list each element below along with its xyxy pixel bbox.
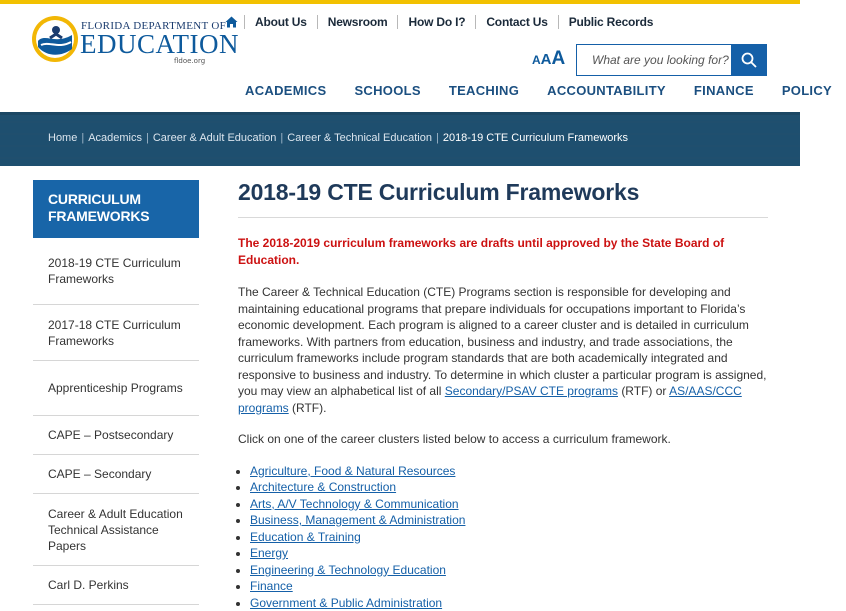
list-item [250,578,768,595]
list-item [250,479,768,496]
nav-finance[interactable]: FINANCE [680,83,768,101]
list-item [250,529,768,546]
breadcrumb-divider: | [276,132,287,144]
breadcrumb-current: 2018-19 CTE Curriculum Frameworks [443,132,628,144]
search-input[interactable] [577,45,731,75]
cluster-link-engineering[interactable]: Engineering & Technology Education [250,563,446,577]
sidebar-title: CURRICULUM FRAMEWORKS [33,180,199,238]
list-item [250,496,768,513]
cluster-link-arts[interactable]: Arts, A/V Technology & Communication [250,497,459,511]
sidebar-item-cape-postsecondary[interactable]: CAPE – Postsecondary [33,416,199,455]
intro-text-middle: (RTF) or [621,384,666,398]
breadcrumb-academics[interactable]: Academics [88,132,142,144]
breadcrumb-career-technical-education[interactable]: Career & Technical Education [287,132,432,144]
sidebar-item-2017-18-frameworks[interactable]: 2017-18 CTE Curriculum Frameworks [33,305,199,361]
breadcrumb-divider: | [142,132,153,144]
search-icon [741,52,757,68]
logo-text-line3: fldoe.org [174,57,205,65]
list-item [250,463,768,480]
intro-text-end: (RTF). [292,401,326,415]
nav-accountability[interactable]: ACCOUNTABILITY [533,83,680,101]
breadcrumb-divider: | [77,132,88,144]
fldoe-logo[interactable] [31,15,201,65]
contact-us-link[interactable]: Contact Us [476,15,557,29]
as-aas-ccc-programs-link[interactable]: AS/AAS/CCC programs [238,384,742,415]
intro-paragraph [238,284,768,416]
text-size-large-button[interactable]: A [552,48,566,69]
secondary-psav-programs-link[interactable]: Secondary/PSAV CTE programs [445,384,618,398]
site-header [0,4,800,112]
list-item [250,512,768,529]
home-icon[interactable] [218,16,244,28]
breadcrumb-divider: | [432,132,443,144]
sidebar-item-cape-secondary[interactable]: CAPE – Secondary [33,455,199,494]
cluster-link-architecture[interactable]: Architecture & Construction [250,480,396,494]
newsroom-link[interactable]: Newsroom [318,15,398,29]
search-form [576,44,767,76]
cluster-link-agriculture[interactable]: Agriculture, Food & Natural Resources [250,464,455,478]
cluster-link-energy[interactable]: Energy [250,546,288,560]
logo-text-line1: FLORIDA DEPARTMENT OF [81,20,226,32]
nav-teaching[interactable]: TEACHING [435,83,533,101]
list-item [250,545,768,562]
intro-text: The Career & Technical Education (CTE) Programs section is responsible for developing and maintaining educational programs that prepare individuals for occupations important to Florida’s economic development. Each program is aligned to a career cluster and is detailed in curriculum frameworks. With partners from education, business and industry, and trade associations, the curriculum frameworks include program standards that are both academically integrated and responsive to business and industry. To determine in which cluster a particular program is assigned, you may view an alphabetical list of all [238,285,767,398]
text-size-control [532,48,565,70]
breadcrumb-career-adult-education[interactable]: Career & Adult Education [153,132,277,144]
title-divider [238,217,768,218]
cluster-instruction: Click on one of the career clusters listed below to access a curriculum framework. [238,431,768,448]
nav-schools[interactable]: SCHOOLS [340,83,434,101]
how-do-i-link[interactable]: How Do I? [398,15,475,29]
logo-text-line2: EDUCATION [80,31,239,58]
list-item [250,595,768,611]
nav-policy[interactable]: POLICY [768,83,846,101]
career-cluster-list [238,463,768,611]
breadcrumb-banner [0,112,800,166]
breadcrumb-home[interactable]: Home [48,132,77,144]
breadcrumb [48,132,628,144]
cluster-link-education[interactable]: Education & Training [250,530,361,544]
logo-emblem-icon [31,15,79,63]
sidebar-item-carl-d-perkins[interactable]: Carl D. Perkins [33,566,199,605]
cluster-link-business[interactable]: Business, Management & Administration [250,513,465,527]
text-size-medium-button[interactable]: A [541,51,552,68]
cluster-link-government[interactable]: Government & Public Administration [250,596,442,610]
sidebar [33,180,199,605]
draft-notice: The 2018-2019 curriculum frameworks are drafts until approved by the State Board of Education. [238,235,768,268]
sidebar-item-apprenticeship[interactable]: Apprenticeship Programs [33,361,199,416]
utility-nav [218,14,663,30]
text-size-small-button[interactable]: A [532,53,541,67]
search-button[interactable] [731,45,766,75]
sidebar-item-2018-19-frameworks[interactable]: 2018-19 CTE Curriculum Frameworks [33,238,199,305]
list-item [250,562,768,579]
cluster-link-finance[interactable]: Finance [250,579,293,593]
about-us-link[interactable]: About Us [245,15,317,29]
nav-academics[interactable]: ACADEMICS [231,83,340,101]
page-title: 2018-19 CTE Curriculum Frameworks [238,176,768,208]
public-records-link[interactable]: Public Records [559,15,664,29]
main-nav [231,83,846,101]
main-content [238,176,768,611]
sidebar-item-technical-assistance-papers[interactable]: Career & Adult Education Technical Assistance Papers [33,494,199,566]
